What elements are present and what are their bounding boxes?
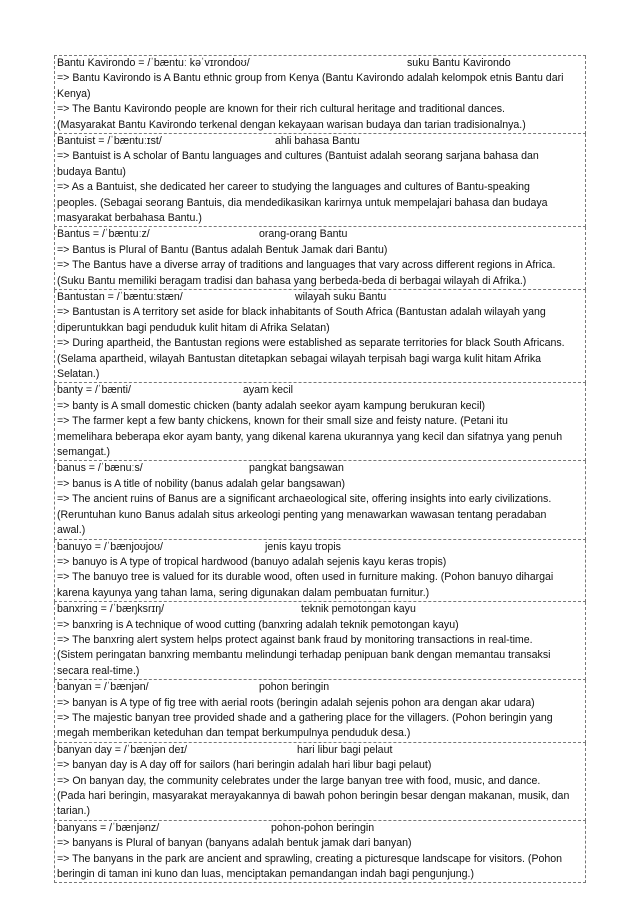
entry-text-line: awal.) (57, 524, 86, 537)
entry-text-line: (Pada hari beringin, masyarakat merayakannya di bawah pohon beringin besar dengan makanan, musik, dan (57, 789, 570, 802)
entry-header (57, 680, 583, 695)
entry-text-line: => The farmer kept a few banty chickens, known for their small size and feisty nature. (Petani itu (57, 415, 508, 428)
headword-pronunciation: banus = /ˈbænuːs/ (57, 462, 143, 475)
headword-translation: jenis kayu tropis (265, 540, 341, 553)
entry-text-line: => As a Bantuist, she dedicated her career to studying the languages and cultures of Bantu-speaking (57, 181, 530, 194)
dictionary-entry (54, 383, 586, 461)
entry-text-line: Kenya) (57, 87, 91, 100)
entry-header (57, 227, 583, 242)
entry-text-line: => The banxring alert system helps protect against bank fraud by monitoring transactions in real-time. (57, 633, 533, 646)
entry-header (57, 383, 583, 398)
entry-header (57, 821, 583, 836)
definition-line: => banyan is A type of fig tree with aerial roots (beringin adalah sejenis pohon ara dengan akar udara) (57, 696, 535, 709)
entry-header (57, 743, 583, 758)
headword-translation: suku Bantu Kavirondo (407, 57, 511, 69)
entry-text-line: karena kayunya yang tahan lama, sering digunakan dalam pembuatan furnitur.) (57, 586, 430, 599)
dictionary-entry (54, 461, 586, 539)
dictionary-entry (54, 821, 586, 884)
entry-text-line: => During apartheid, the Bantustan regions were established as separate territories for black South Africans. (57, 337, 565, 350)
headword-pronunciation: banyan = /ˈbænjən/ (57, 681, 149, 694)
definition-line: => banyan day is A day off for sailors (hari beringin adalah hari libur bagi pelaut) (57, 759, 432, 772)
headword-pronunciation: banty = /ˈbænti/ (57, 384, 131, 397)
entry-header (57, 56, 583, 71)
headword-pronunciation: banyans = /ˈbænjənz/ (57, 821, 160, 834)
dictionary-entry (54, 227, 586, 290)
headword-translation: pangkat bangsawan (249, 462, 344, 475)
entry-text-line: => The majestic banyan tree provided shade and a gathering place for the villagers. (Pohon beringin yang (57, 711, 553, 724)
entry-header (57, 290, 583, 305)
dictionary-entry (54, 56, 586, 134)
definition-line: => Bantustan is A territory set aside for black inhabitants of South Africa (Bantustan adalah wilayah yang (57, 306, 546, 319)
entry-text-line: => The Bantu Kavirondo people are known for their rich cultural heritage and traditional dances. (57, 103, 505, 116)
entry-text-line: budaya Bantu) (57, 165, 126, 178)
entry-text-line: beringin di taman ini kuno dan luas, menciptakan pemandangan indah bagi pengunjung.) (57, 867, 474, 880)
headword-translation: orang-orang Bantu (259, 228, 348, 241)
headword-translation: wilayah suku Bantu (295, 291, 387, 304)
entry-text-line: secara real-time.) (57, 664, 140, 677)
entry-text-line: => The ancient ruins of Banus are a significant archaeological site, offering insights into early civilizations. (57, 493, 552, 506)
definition-line: => banus is A title of nobility (banus adalah gelar bangsawan) (57, 477, 345, 490)
headword-pronunciation: Bantustan = /ˈbæntuːstæn/ (57, 291, 183, 304)
headword-translation: hari libur bagi pelaut (297, 743, 393, 756)
definition-line: => Bantu Kavirondo is A Bantu ethnic group from Kenya (Bantu Kavirondo adalah kelompok etnis Bantu dari (57, 72, 564, 85)
headword-translation: ahli bahasa Bantu (275, 135, 360, 148)
entry-text-line: Selatan.) (57, 368, 100, 381)
headword-translation: teknik pemotongan kayu (301, 603, 416, 616)
dictionary-entry (54, 540, 586, 603)
definition-line: => banuyo is A type of tropical hardwood (banuyo adalah sejenis kayu keras tropis) (57, 555, 447, 568)
entry-text-line: => On banyan day, the community celebrates under the large banyan tree with food, music, and dance. (57, 774, 541, 787)
headword-pronunciation: Bantus = /ˈbæntuːz/ (57, 228, 150, 241)
entry-text-line: semangat.) (57, 446, 110, 459)
entry-text-line: memelihara beberapa ekor ayam banty, yang dikenal karena ukurannya yang kecil dan sifatnya yang penuh (57, 430, 563, 443)
entry-text-line: diperuntukkan bagi penduduk kulit hitam di Afrika Selatan) (57, 321, 330, 334)
entry-header (57, 461, 583, 476)
headword-pronunciation: Bantuist = /ˈbæntuːɪst/ (57, 135, 162, 148)
entry-text-line: (Masyarakat Bantu Kavirondo terkenal dengan kekayaan warisan budaya dan tarian tradisionalnya.) (57, 118, 526, 131)
headword-pronunciation: Bantu Kavirondo = /ˈbæntuː kəˈvɪrondoʊ/ (57, 57, 250, 69)
dictionary-entry (54, 743, 586, 821)
entry-text-line: megah memberikan keteduhan dan tempat berkumpulnya penduduk desa.) (57, 727, 411, 740)
entry-text-line: masyarakat berbahasa Bantu.) (57, 212, 202, 225)
entry-header (57, 540, 583, 555)
dictionary-entry (54, 134, 586, 227)
entry-text-line: => The banuyo tree is valued for its durable wood, often used in furniture making. (Pohon banuyo dihargai (57, 571, 554, 584)
dictionary-entry (54, 680, 586, 743)
headword-translation: ayam kecil (243, 384, 294, 397)
entry-text-line: tarian.) (57, 805, 90, 818)
dictionary-entry (54, 602, 586, 680)
entry-header (57, 134, 583, 149)
entry-text-line: peoples. (Sebagai seorang Bantuis, dia mendedikasikan karirnya untuk mempelajari bahasa dan budaya (57, 196, 548, 209)
dictionary-table (54, 55, 586, 883)
entry-text-line: (Reruntuhan kuno Banus adalah situs arkeologi penting yang menawarkan wawasan tentang peradaban (57, 508, 547, 521)
entry-text-line: (Sistem peringatan banxring membantu melindungi terhadap penipuan bank dengan memantau transaksi (57, 649, 551, 662)
dictionary-entry (54, 290, 586, 383)
entry-header (57, 602, 583, 617)
headword-translation: pohon-pohon beringin (271, 821, 375, 834)
entry-text-line: => The banyans in the park are ancient and sprawling, creating a picturesque landscape for visitors. (Pohon (57, 852, 563, 865)
headword-pronunciation: banyan day = /ˈbænjən deɪ/ (57, 743, 188, 756)
definition-line: => banxring is A technique of wood cutting (banxring adalah teknik pemotongan kayu) (57, 618, 459, 631)
definition-line: => Bantus is Plural of Bantu (Bantus adalah Bentuk Jamak dari Bantu) (57, 243, 388, 256)
headword-translation: pohon beringin (259, 681, 330, 694)
entry-text-line: => The Bantus have a diverse array of traditions and languages that vary across different regions in Africa. (57, 259, 556, 272)
entry-text-line: (Suku Bantu memiliki beragam tradisi dan bahasa yang berbeda-beda di berbagai wilayah di Afrika.) (57, 274, 527, 287)
definition-line: => banty is A small domestic chicken (banty adalah seekor ayam kampung berukuran kecil) (57, 399, 486, 412)
headword-pronunciation: banxring = /ˈbæŋksrɪŋ/ (57, 603, 165, 616)
entry-text-line: (Selama apartheid, wilayah Bantustan ditetapkan sebagai wilayah terpisah bagi warga kulit hitam Afrika (57, 352, 542, 365)
headword-pronunciation: banuyo = /ˈbænjoʊjoʊ/ (57, 540, 163, 553)
definition-line: => Bantuist is A scholar of Bantu languages and cultures (Bantuist adalah seorang sarjana bahasa dan (57, 150, 539, 163)
definition-line: => banyans is Plural of banyan (banyans adalah bentuk jamak dari banyan) (57, 837, 412, 850)
